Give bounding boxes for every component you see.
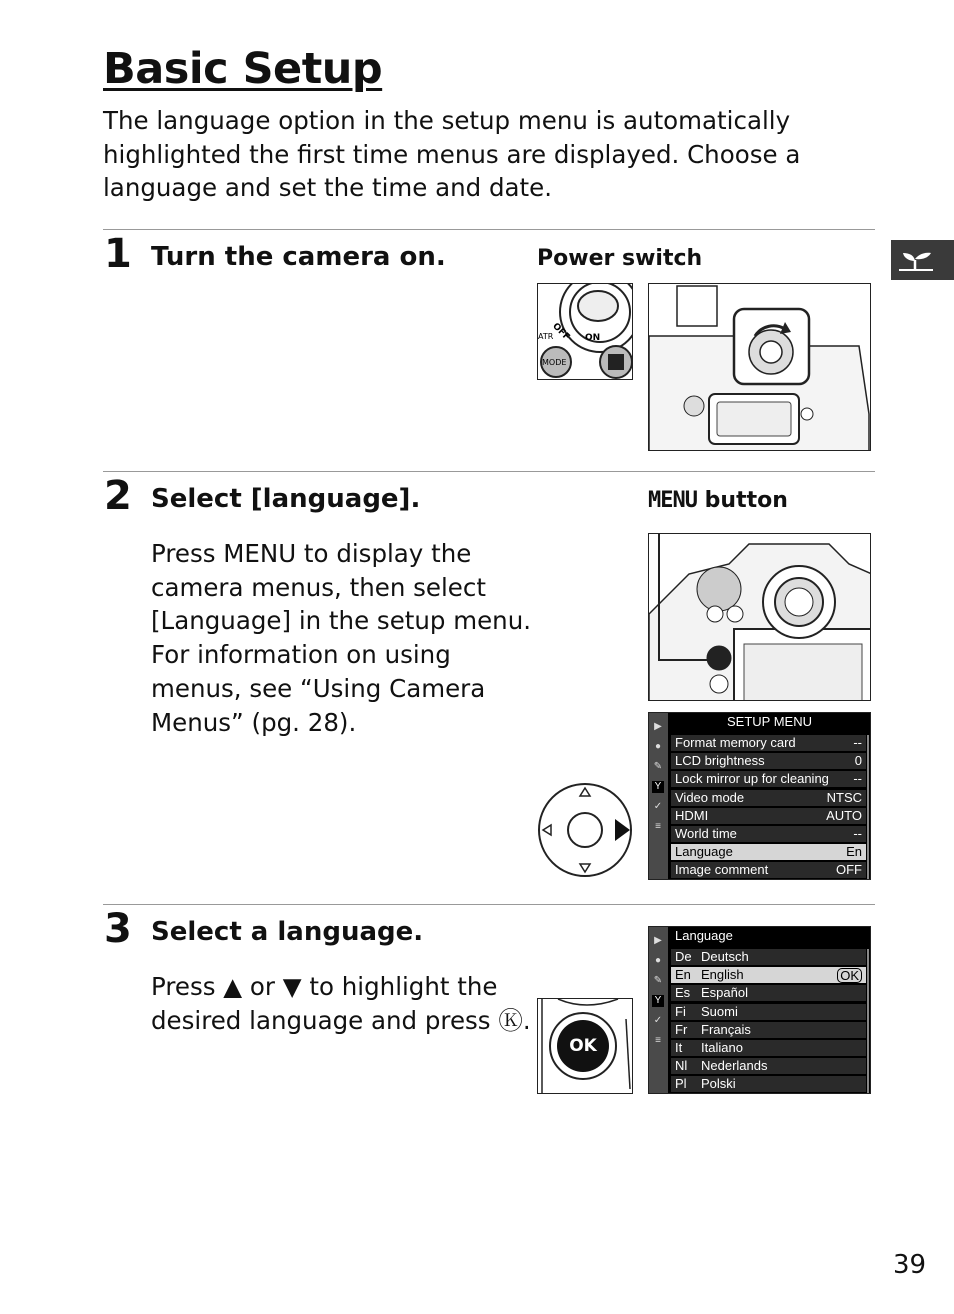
step-2-body — [151, 537, 531, 739]
ok-button-illustration — [537, 998, 633, 1094]
camera-icon: ● — [654, 741, 662, 752]
menu-item-value: -- — [853, 735, 862, 750]
language-code: Fi — [675, 1003, 686, 1019]
language-code: Es — [675, 985, 691, 1001]
language-item[interactable] — [671, 1004, 866, 1020]
retouch-icon: ✓ — [653, 801, 663, 812]
language-code: Fr — [675, 1021, 688, 1037]
menu-item-label: LCD brightness — [675, 753, 765, 769]
menu-item-value: NTSC — [826, 789, 862, 805]
body-text: or — [242, 972, 283, 1001]
body-line: camera menus, then select — [151, 572, 486, 602]
intro-paragraph: The language option in the setup menu is automatically highlighted the first time menus are displayed. Choose a language and set the time and date. — [103, 106, 801, 202]
language-code: De — [675, 949, 692, 964]
playback-icon: ▶ — [654, 721, 662, 732]
camera-back-illustration — [648, 533, 871, 701]
camera-top-illustration — [648, 283, 871, 451]
language-code: It — [675, 1040, 683, 1055]
language-name: Español — [701, 985, 748, 1001]
menu-item[interactable] — [671, 790, 866, 806]
setup-menu-screen — [648, 712, 871, 880]
menu-item[interactable] — [671, 862, 866, 878]
step-number: 1 — [104, 231, 132, 277]
body-line: For information on using — [151, 640, 451, 670]
step-number: 2 — [104, 473, 132, 519]
language-name: Deutsch — [701, 949, 749, 964]
step-3-body: Press ▲ or ▼ to highlight the desired language and press Ⓚ. — [151, 972, 531, 1035]
power-switch-caption: Power switch — [537, 246, 703, 271]
menu-item[interactable] — [671, 735, 866, 751]
language-code: Nl — [675, 1058, 688, 1074]
menu-item[interactable] — [671, 753, 866, 769]
divider — [103, 471, 875, 472]
page-number: 39 — [893, 1250, 927, 1280]
body-line: Press MENU to display the — [151, 539, 472, 568]
menu-item-label: Image comment — [675, 862, 769, 878]
ok-badge: OK — [837, 968, 862, 983]
up-arrow-icon: ▲ — [223, 972, 243, 1001]
menu-item-label: Video mode — [675, 789, 745, 805]
body-text: desired language and press — [151, 1005, 499, 1035]
ok-button-label: OK — [569, 1036, 597, 1056]
language-item[interactable] — [671, 1058, 866, 1074]
retouch-icon: ✓ — [653, 1015, 663, 1026]
playback-icon: ▶ — [654, 935, 662, 946]
sprout-icon — [891, 240, 954, 280]
language-name: Français — [701, 1021, 751, 1037]
wrench-icon: Y — [652, 781, 664, 793]
scrollbar — [867, 735, 869, 879]
on-label: ON — [585, 333, 601, 343]
my-menu-icon: ≡ — [655, 821, 661, 832]
side-label: ATR — [538, 332, 554, 341]
language-name: Italiano — [701, 1040, 743, 1055]
body-line: [Language] in the setup menu. — [151, 606, 532, 636]
camera-icon: ● — [654, 955, 662, 966]
body-text: to highlight the — [301, 972, 498, 1001]
pencil-icon: ✎ — [653, 975, 663, 986]
language-item[interactable] — [671, 985, 866, 1001]
menu-item-value: OFF — [836, 862, 862, 878]
menu-item-label: Language — [675, 844, 733, 860]
menu-item-label: World time — [675, 826, 737, 841]
language-code: En — [675, 967, 691, 983]
language-item[interactable] — [671, 1040, 866, 1056]
menu-item[interactable] — [671, 844, 866, 860]
chapter-tab — [891, 240, 954, 280]
menu-item-value: -- — [853, 826, 862, 841]
menu-item-label: HDMI — [675, 807, 709, 823]
menu-sidebar — [649, 713, 668, 879]
body-line: menus, see “Using Camera — [151, 673, 486, 703]
my-menu-icon: ≡ — [655, 1035, 661, 1046]
language-name: Polski — [701, 1076, 736, 1092]
divider — [103, 904, 875, 905]
down-arrow-icon: ▼ — [282, 972, 302, 1001]
language-code: Pl — [675, 1076, 687, 1092]
step-title: Select a language. — [151, 917, 424, 947]
language-name: Suomi — [701, 1003, 738, 1019]
language-name: English — [701, 967, 744, 983]
body-line: Menus” (pg. 28). — [151, 707, 357, 737]
menu-header: Language — [675, 928, 733, 943]
step-title: Select [language]. — [151, 484, 421, 514]
power-switch-closeup — [537, 283, 633, 380]
menu-item-label: Lock mirror up for cleaning — [675, 771, 829, 787]
menu-item[interactable] — [671, 771, 866, 787]
ok-icon: Ⓚ — [498, 1005, 523, 1035]
language-item[interactable] — [671, 949, 866, 965]
menu-item[interactable] — [671, 808, 866, 824]
menu-button-caption — [648, 488, 788, 513]
language-item[interactable] — [671, 967, 866, 983]
divider — [103, 229, 875, 230]
caption-text: button — [704, 488, 788, 513]
menu-item-value: AUTO — [826, 807, 862, 823]
step-title: Turn the camera on. — [151, 242, 446, 272]
menu-item-value: -- — [853, 771, 862, 787]
menu-glyph: MENU — [648, 488, 697, 513]
mode-label: MODE — [542, 358, 567, 367]
menu-item-value: En — [846, 844, 862, 860]
off-label: OFF — [550, 321, 572, 343]
language-item[interactable] — [671, 1076, 866, 1092]
wrench-icon: Y — [652, 995, 664, 1007]
step-number: 3 — [104, 906, 132, 952]
body-text: Press — [151, 972, 224, 1001]
menu-sidebar — [649, 927, 668, 1093]
menu-item-value: 0 — [854, 753, 862, 769]
menu-item-label: Format memory card — [675, 735, 796, 750]
page-title: Basic Setup — [103, 44, 383, 94]
menu-item[interactable] — [671, 826, 866, 842]
multi-selector-illustration — [537, 782, 634, 879]
pencil-icon: ✎ — [653, 761, 663, 772]
scrollbar — [867, 949, 869, 1093]
language-menu-screen — [648, 926, 871, 1094]
menu-header: SETUP MENU — [727, 714, 812, 729]
language-item[interactable] — [671, 1022, 866, 1038]
language-name: Nederlands — [701, 1058, 768, 1074]
